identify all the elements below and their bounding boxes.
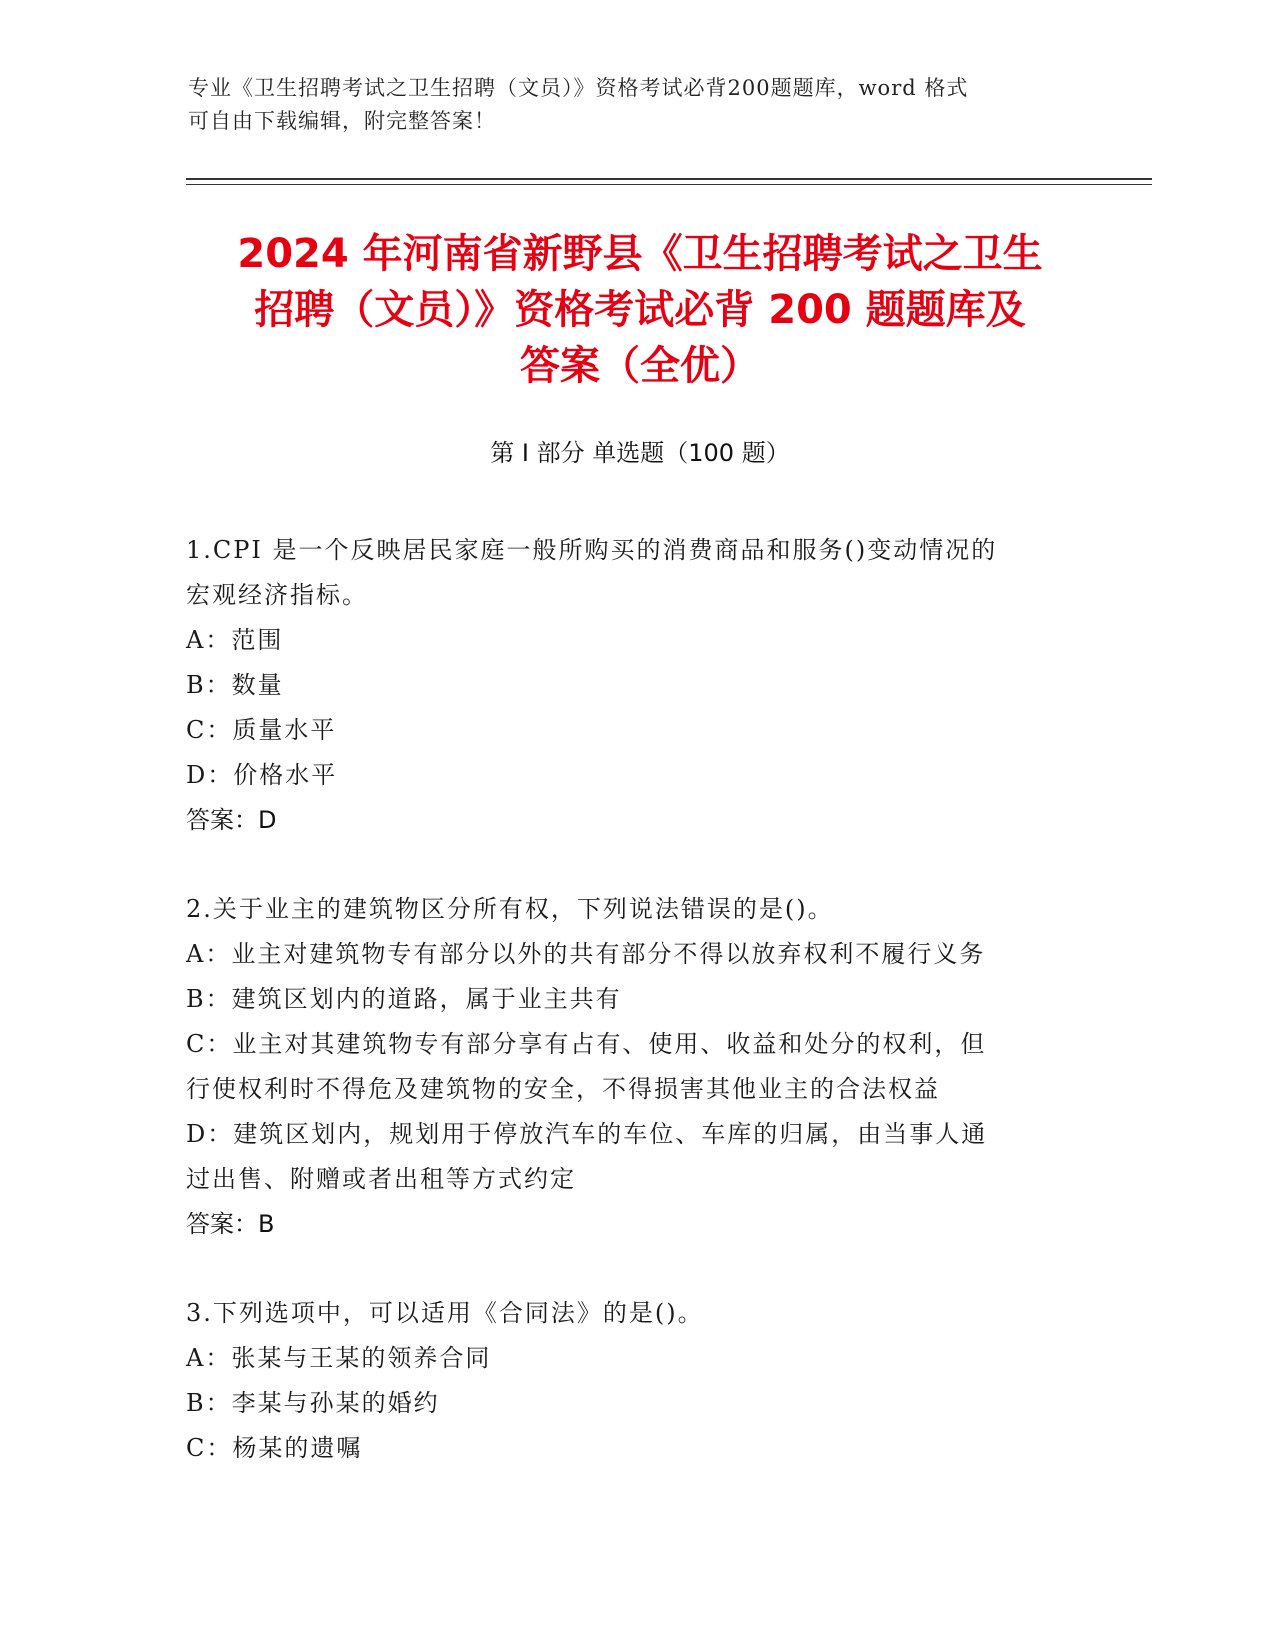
option-d-continued: 过出售、附赠或者出租等方式约定: [186, 1165, 576, 1193]
answer: 答案：B: [186, 1210, 275, 1238]
document-title: [160, 226, 1120, 394]
option-a: A：范围: [186, 626, 284, 654]
question-stem: 3.下列选项中，可以适用《合同法》的是()。: [186, 1299, 704, 1327]
option-c: C：质量水平: [186, 716, 337, 744]
option-a: A：业主对建筑物专有部分以外的共有部分不得以放弃权利不履行义务: [186, 940, 986, 968]
option-c: C：业主对其建筑物专有部分享有占有、使用、收益和处分的权利，但: [186, 1030, 987, 1058]
option-b: B：李某与孙某的婚约: [186, 1389, 440, 1417]
section-heading: 第 I 部分 单选题（100 题）: [490, 439, 790, 467]
title-line: 答案（全优）: [520, 343, 760, 389]
option-b: B：数量: [186, 671, 284, 699]
option-d: D：建筑区划内，规划用于停放汽车的车位、车库的归属，由当事人通: [186, 1120, 988, 1148]
question-3: [186, 1291, 1086, 1471]
question-stem: 宏观经济指标。: [186, 581, 368, 609]
title-line: 招聘（文员）》资格考试必背 200 题题库及: [254, 287, 1026, 333]
header-note-line: 可自由下载编辑，附完整答案！: [188, 109, 496, 133]
option-c-continued: 行使权利时不得危及建筑物的安全，不得损害其他业主的合法权益: [186, 1075, 940, 1103]
answer: 答案：D: [186, 806, 277, 834]
option-c: C：杨某的遗嘱: [186, 1434, 363, 1462]
title-line: 2024 年河南省新野县《卫生招聘考试之卫生: [237, 231, 1043, 277]
header-note-line: 专业《卫生招聘考试之卫生招聘（文员）》资格考试必背200题题库，word 格式: [188, 76, 969, 100]
option-b: B：建筑区划内的道路，属于业主共有: [186, 985, 622, 1013]
question-list: [186, 528, 1086, 1515]
header-divider: [186, 178, 1152, 180]
header-divider-thin: [186, 184, 1152, 185]
option-a: A：张某与王某的领养合同: [186, 1344, 492, 1372]
question-2: [186, 887, 1086, 1247]
header-note: [188, 72, 1088, 138]
question-1: [186, 528, 1086, 843]
question-stem: 1.CPI 是一个反映居民家庭一般所购买的消费商品和服务()变动情况的: [186, 536, 998, 564]
option-d: D：价格水平: [186, 761, 338, 789]
question-stem: 2.关于业主的建筑物区分所有权，下列说法错误的是()。: [186, 895, 834, 923]
